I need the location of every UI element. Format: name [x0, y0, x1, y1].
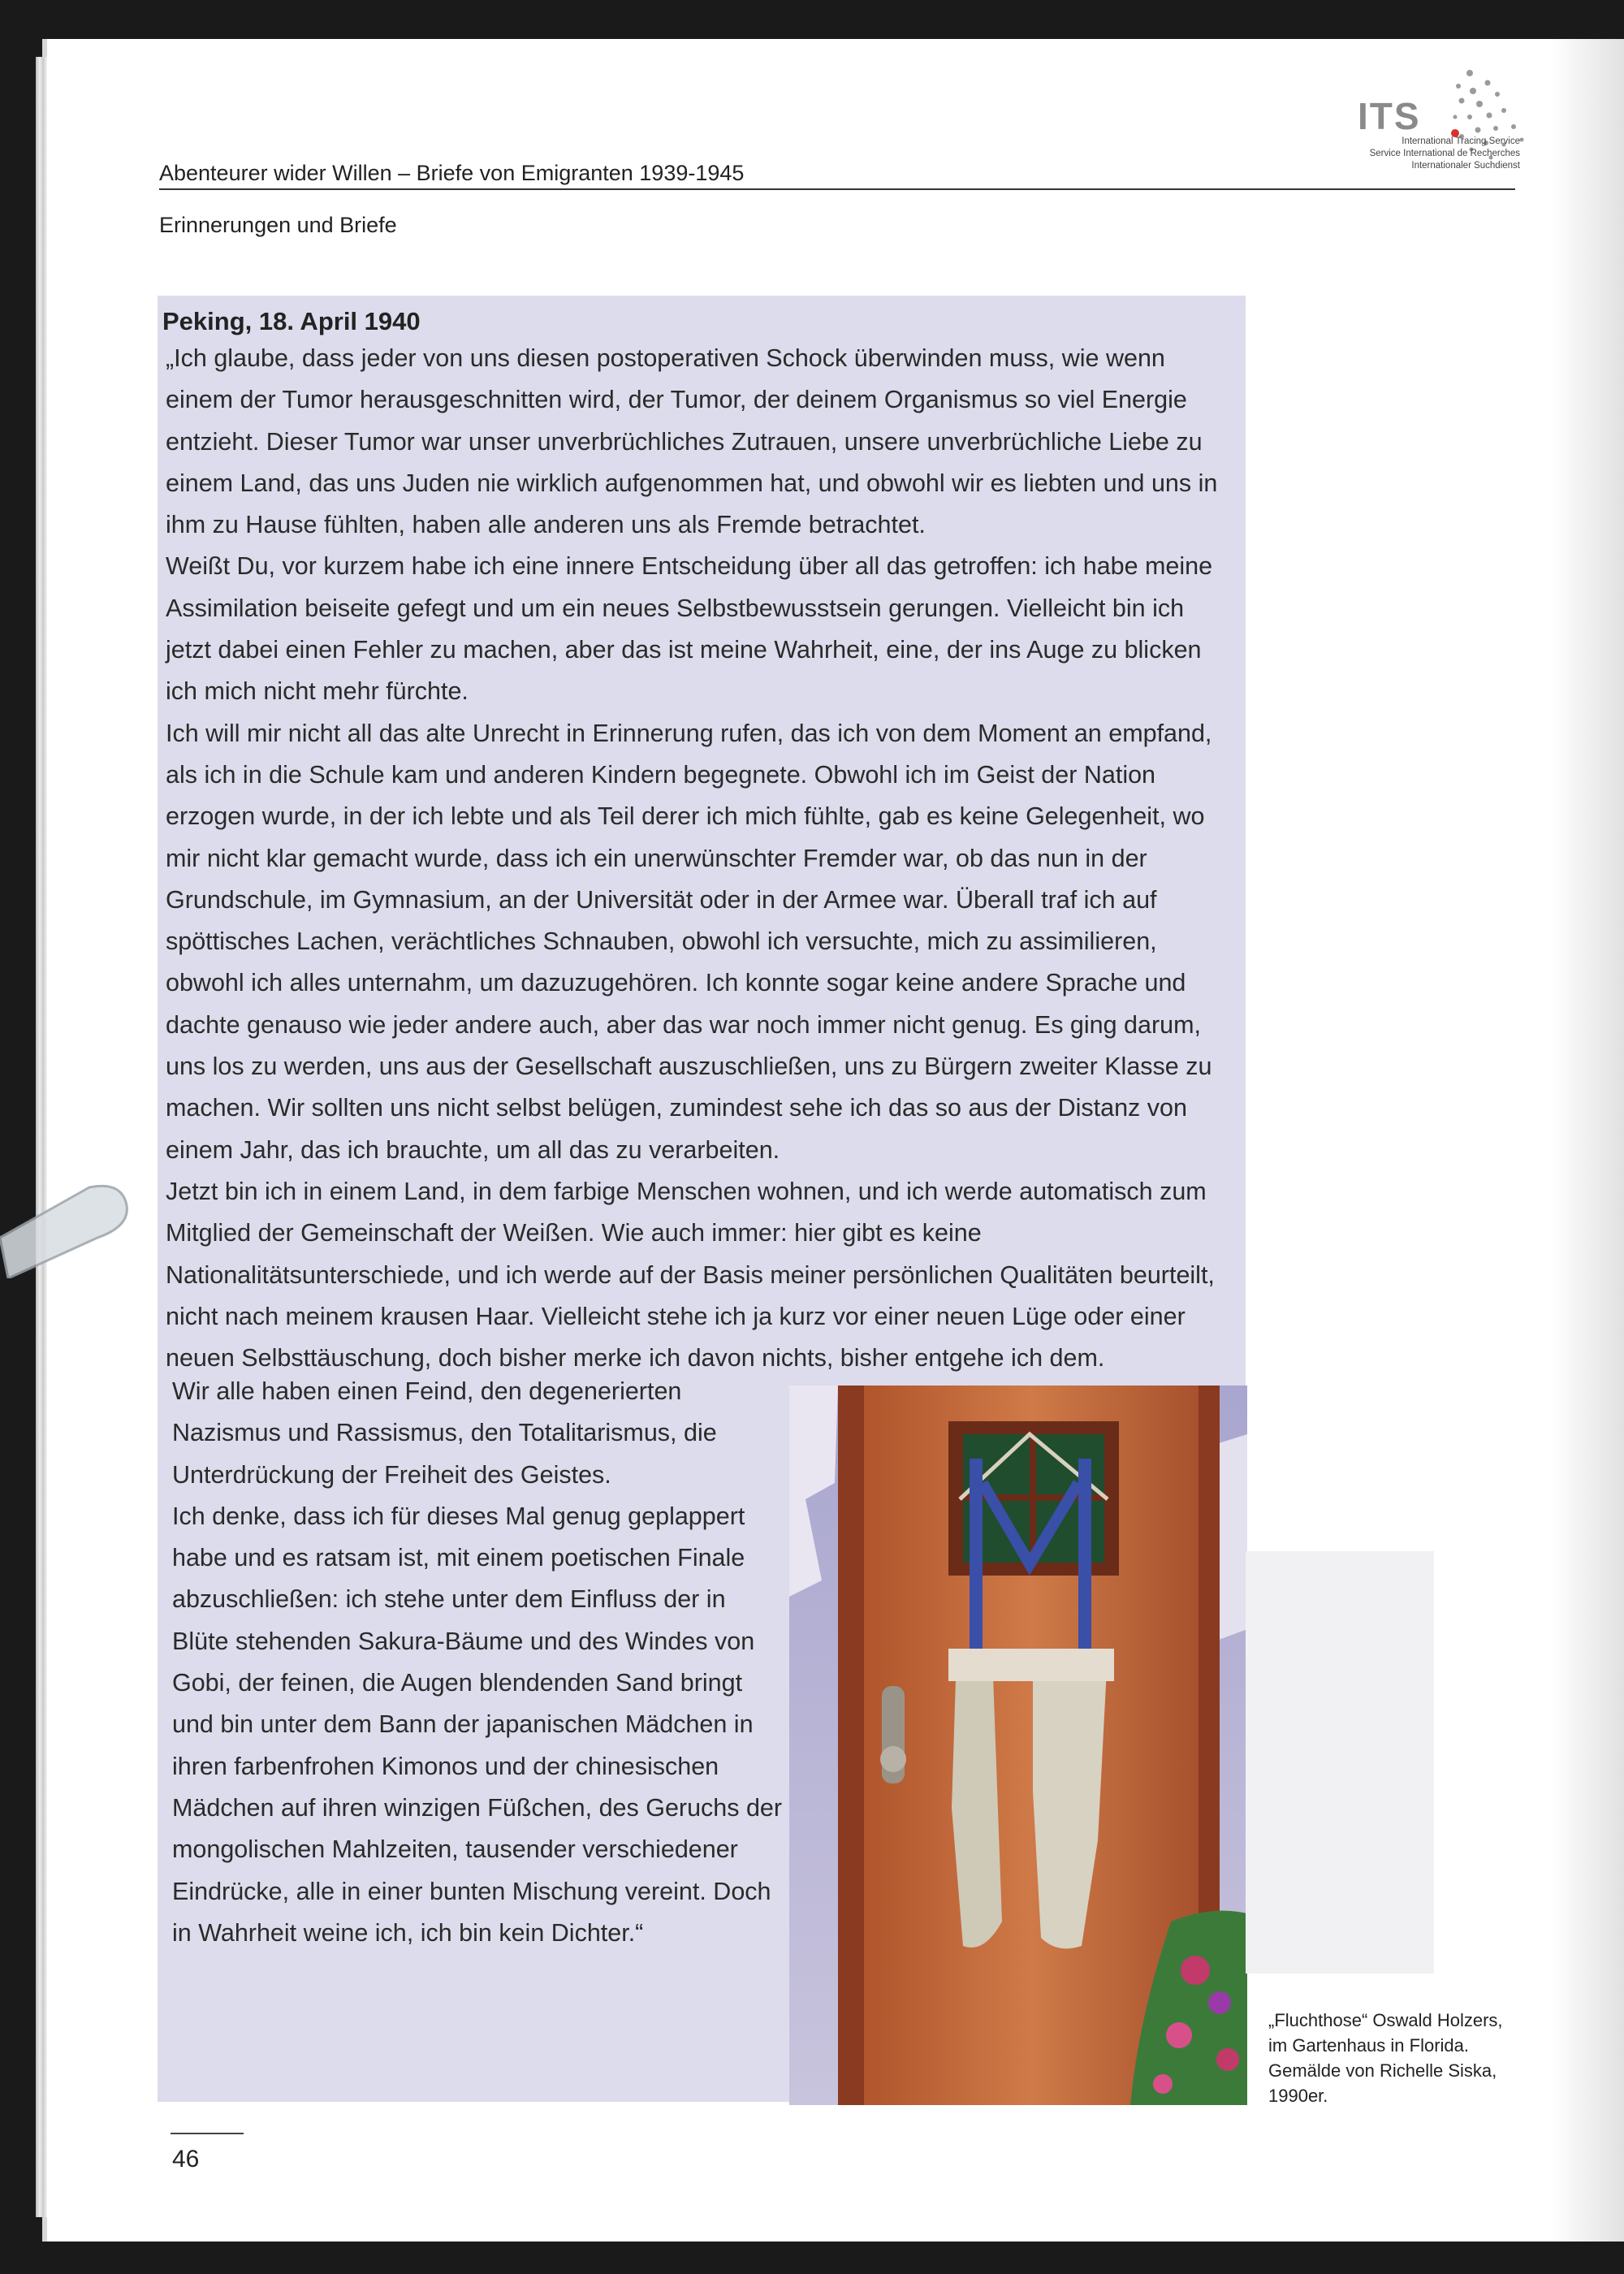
letter-paragraph: Weißt Du, vor kurzem habe ich eine innere Entscheidung über all das getroffen: ich habe meine Assimilation beiseite gefegt und um ein neues Selbstbewusstsein gerungen. Vielleicht bin ich jetzt dabei einen Fehler zu machen, aber das ist meine Wahrheit, eine, der ins Auge zu blicken ich mich nicht mehr fürchte. [166, 552, 1213, 706]
page-gutter-shadow [1551, 39, 1624, 2242]
painting-image [789, 1386, 1247, 2105]
letter-body-continued [172, 1371, 786, 1954]
page-edges [36, 57, 47, 2217]
letter-paragraph: Ich denke, dass ich für dieses Mal genug geplappert habe und es ratsam ist, mit einem poetischen Finale abzuschließen: ich stehe unter dem Einfluss der in Blüte stehenden Sakura-Bäume und des Windes von Gobi, der feinen, die Augen blendenden Sand bringt und bin unter dem Bann der japanischen Mädchen in ihren farbenfrohen Kimonos und der chinesischen Mädchen auf ihren winzigen Füßchen, des Geruchs der mongolischen Mahlzeiten, tausender verschiedener Eindrücke, alle in einer bunten Mischung vereint. Doch in Wahrheit weine ich, ich bin kein Dichter.“ [172, 1502, 783, 1947]
its-name-german: Internationaler Suchdienst [1411, 161, 1520, 171]
letter-body [166, 338, 1236, 1379]
letter-paragraph: Wir alle haben einen Feind, den degenerierten Nazismus und Rassismus, den Totalitarismus, die Unterdrückung der Freiheit des Geistes. [172, 1377, 717, 1489]
letter-date: Peking, 18. April 1940 [162, 307, 421, 335]
section-label: Erinnerungen und Briefe [159, 213, 397, 237]
transparent-tab-icon [0, 1181, 130, 1278]
image-caption [1268, 2008, 1512, 2108]
its-name-english: International Tracing Service [1402, 136, 1520, 146]
caption-line: „Fluchthose“ Oswald Holzers, [1268, 2010, 1503, 2030]
letter-paragraph: „Ich glaube, dass jeder von uns diesen postoperativen Schock überwinden muss, wie wenn einem der Tumor herausgeschnitten wird, der Tumor, der deinem Organismus so viel Energie entzieht. Dieser Tumor war unser unverbrüchliches Zutrauen, unsere unverbrüchliche Liebe zu einem Land, das uns Juden nie wirklich aufgenommen hat, und obwohl wir es liebten und uns in ihm zu Hause fühlten, haben alle anderen uns als Fremde betrachtet. [166, 344, 1218, 539]
letter-paragraph: Jetzt bin ich in einem Land, in dem farbige Menschen wohnen, und ich werde automatisch zum Mitglied der Gemeinschaft der Weißen. Wie auch immer: hier gibt es keine Nationalitätsunterschiede, und ich werde auf der Basis meiner persönlichen Qualitäten beurteilt, nicht nach meinem krausen Haar. Vielleicht stehe ich ja kurz vor einer neuen Lüge oder einer neuen Selbsttäuschung, doch bisher merke ich davon nichts, bisher entgehe ich dem. [166, 1177, 1215, 1373]
running-title: Abenteurer wider Willen – Briefe von Emigranten 1939-1945 [159, 161, 745, 185]
caption-line: 1990er. [1268, 2086, 1328, 2106]
footer-divider [171, 2133, 244, 2134]
header-divider [159, 188, 1515, 190]
caption-line: Gemälde von Richelle Siska, [1268, 2060, 1497, 2081]
painting-illustration [789, 1386, 1247, 2105]
faint-background-block [1246, 1551, 1434, 1974]
its-acronym: ITS [1358, 95, 1421, 137]
caption-line: im Gartenhaus in Florida. [1268, 2035, 1469, 2056]
its-name-french: Service International de Recherches [1369, 149, 1520, 158]
letter-paragraph: Ich will mir nicht all das alte Unrecht in Erinnerung rufen, das ich von dem Moment an empfand, als ich in die Schule kam und anderen Kindern begegnete. Obwohl ich im Geist der Nation erzogen wurde, in der ich lebte und als Teil derer ich mich fühlte, gab es keine Gelegenheit, wo mir nicht klar gemacht wurde, dass ich ein unerwünschter Fremder war, ob das nun in der Grundschule, im Gymnasium, an der Universität oder in der Armee war. Überall traf ich auf spöttisches Lachen, verächtliches Schnauben, obwohl ich versuchte, mich zu assimilieren, obwohl ich alles unternahm, um dazuzugehören. Ich konnte sogar keine andere Sprache und dachte genauso wie jeder andere auch, aber das war noch immer nicht genug. Es ging darum, uns los zu werden, uns aus der Gesellschaft auszuschließen, uns zu Bürgern zweiter Klasse zu machen. Wir sollten uns nicht selbst belügen, zumindest sehe ich das so aus der Distanz von einem Jahr, das ich brauchte, um all das zu verarbeiten. [166, 719, 1212, 1164]
page-number: 46 [172, 2146, 200, 2172]
